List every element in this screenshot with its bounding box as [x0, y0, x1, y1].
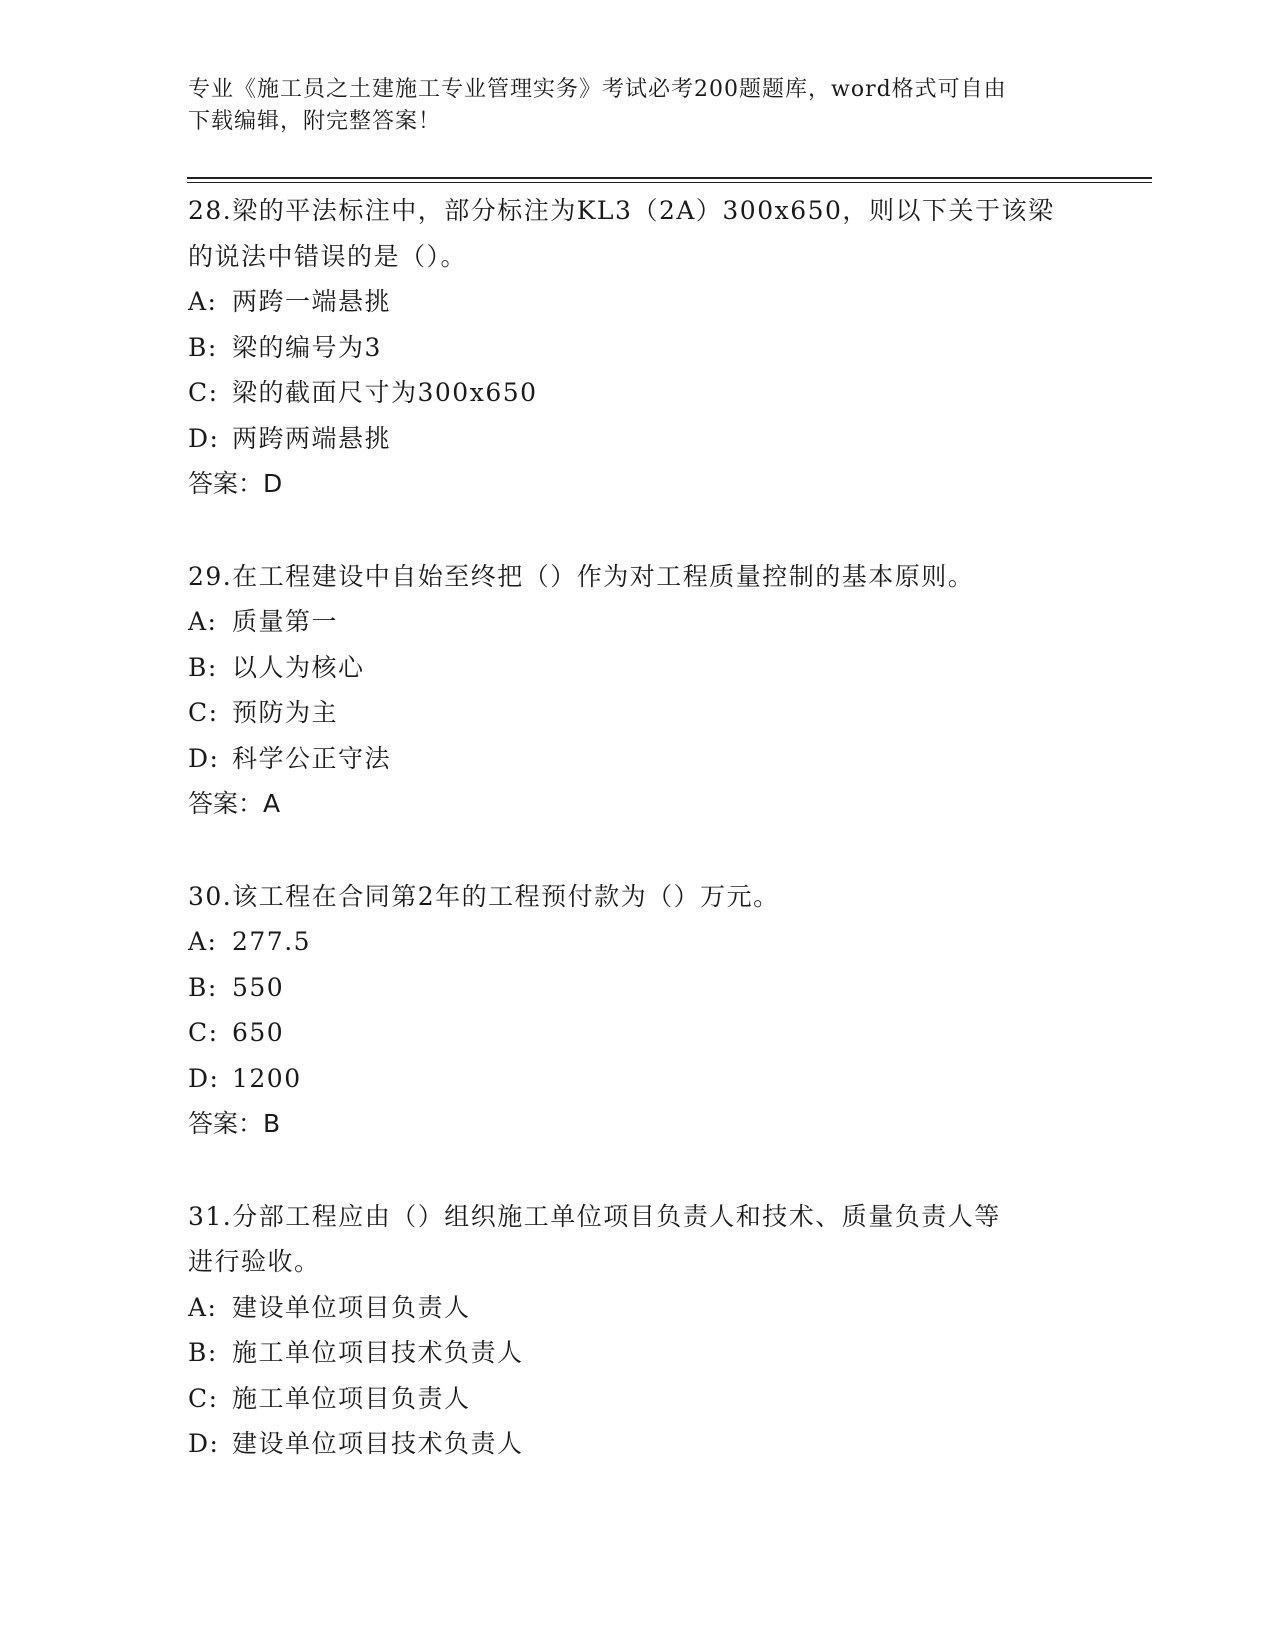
question-text: 30.该工程在合同第2年的工程预付款为（）万元。: [188, 881, 780, 911]
option-text: 以人为核心: [232, 652, 365, 682]
option-row: [188, 370, 1088, 416]
option-text: 建设单位项目负责人: [232, 1292, 471, 1322]
option-letter: C:: [188, 1018, 219, 1047]
option-text: 预防为主: [232, 698, 339, 727]
option-row: [188, 1376, 1088, 1422]
option-letter: B:: [188, 652, 218, 682]
option-letter: C:: [188, 1383, 219, 1413]
option-letter: A:: [188, 287, 218, 316]
option-letter: A:: [188, 927, 218, 956]
question-text: 28.梁的平法标注中，部分标注为KL3（2A）300x650，则以下关于该梁: [188, 196, 1055, 225]
option-letter: A:: [188, 607, 218, 636]
question-block: [188, 1194, 1088, 1467]
option-row: [188, 965, 1088, 1011]
option-row: [188, 690, 1088, 736]
answer-line: 答案：A: [188, 789, 281, 818]
question-block: [188, 188, 1088, 507]
option-text: 550: [232, 972, 285, 1002]
option-text: 建设单位项目技术负责人: [232, 1429, 524, 1458]
option-text: 1200: [232, 1063, 302, 1093]
question-block: [188, 554, 1088, 827]
option-row: [188, 919, 1088, 965]
option-row: [188, 1330, 1088, 1376]
header-line-1: 专业《施工员之土建施工专业管理实务》考试必考200题题库，word格式可自由: [188, 77, 1007, 102]
option-letter: B:: [188, 1338, 218, 1367]
header-line-2: 下载编辑，附完整答案！: [188, 109, 442, 134]
question-list: [188, 188, 1088, 1514]
option-text: 两跨一端悬挑: [232, 287, 392, 316]
option-letter: D:: [188, 423, 220, 453]
option-text: 两跨两端悬挑: [232, 423, 392, 453]
question-text: 进行验收。: [188, 1247, 321, 1276]
question-text: 31.分部工程应由（）组织施工单位项目负责人和技术、质量负责人等: [188, 1201, 1001, 1231]
question-text: 29.在工程建设中自始至终把（）作为对工程质量控制的基本原则。: [188, 561, 975, 591]
option-text: 科学公正守法: [232, 743, 392, 773]
option-letter: C:: [188, 698, 219, 727]
option-letter: C:: [188, 378, 219, 407]
document-header: [188, 74, 1068, 138]
option-row: [188, 416, 1088, 462]
option-row: [188, 325, 1088, 371]
answer-line: 答案：D: [188, 469, 283, 498]
answer-line: 答案：B: [188, 1109, 281, 1138]
option-letter: D:: [188, 1063, 220, 1093]
option-row: [188, 599, 1088, 645]
option-text: 施工单位项目技术负责人: [232, 1338, 524, 1367]
option-letter: B:: [188, 972, 218, 1002]
option-text: 650: [232, 1018, 285, 1047]
option-text: 梁的截面尺寸为300x650: [232, 378, 538, 407]
option-row: [188, 279, 1088, 325]
question-block: [188, 874, 1088, 1147]
option-letter: D:: [188, 743, 220, 773]
header-divider-thick: [187, 177, 1152, 179]
option-text: 梁的编号为3: [232, 332, 382, 362]
option-text: 质量第一: [232, 607, 339, 636]
option-text: 施工单位项目负责人: [232, 1383, 471, 1413]
option-row: [188, 1010, 1088, 1056]
option-letter: B:: [188, 332, 218, 362]
option-row: [188, 1421, 1088, 1467]
option-row: [188, 1285, 1088, 1331]
option-text: 277.5: [232, 927, 312, 956]
option-row: [188, 1056, 1088, 1102]
option-letter: A:: [188, 1292, 218, 1322]
header-divider-thin: [187, 182, 1152, 183]
option-row: [188, 736, 1088, 782]
question-text: 的说法中错误的是（）。: [188, 241, 468, 271]
option-row: [188, 645, 1088, 691]
option-letter: D:: [188, 1429, 220, 1458]
